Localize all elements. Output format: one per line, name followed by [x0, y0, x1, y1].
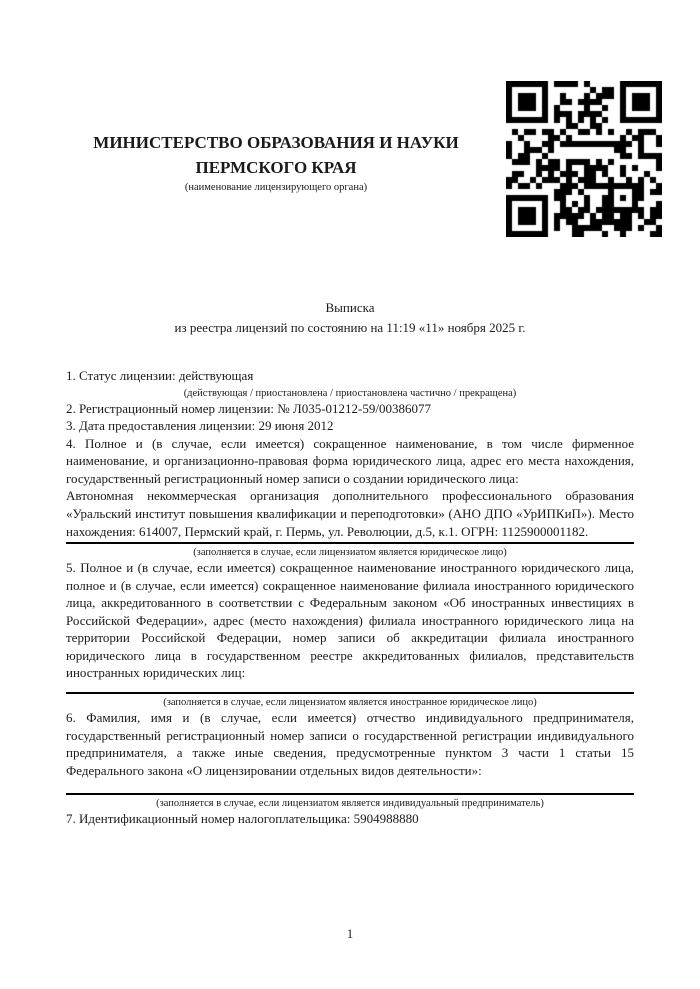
document-title-line2: из реестра лицензий по состоянию на 11:19 «11» ноября 2025 г. [174, 319, 526, 335]
section-4-answer: Автономная некоммерческая организация дополнительного профессионального образования «Уральский институт повышения квалификации и переподготовки» (АНО ДПО «УрИПКиП»). Место нахождения: 614007, Пермский край, г. Пермь, ул. Революции, д.5, к.1. ОГРН: 1125900001182. [66, 488, 634, 539]
section-6-caption: (заполняется в случае, если лицензиатом является индивидуальный предприниматель) [156, 798, 544, 810]
section-5-fill-line [66, 692, 634, 694]
section-1-license-status: 1. Статус лицензии: действующая [66, 368, 254, 383]
section-3-license-date: 3. Дата предоставления лицензии: 29 июня 2012 [66, 418, 334, 434]
licensing-authority-header [64, 131, 488, 195]
section-4-fill-line [66, 542, 634, 544]
section-2-registration-number: 2. Регистрационный номер лицензии: № Л035-01212-59/00386077 [66, 400, 432, 416]
ministry-name-line2: ПЕРМСКОГО КРАЯ [195, 157, 357, 177]
section-4-caption: (заполняется в случае, если лицензиатом является юридическое лицо) [193, 547, 507, 559]
qr-code-icon [506, 81, 662, 237]
page-number: 1 [346, 927, 354, 941]
document-body [66, 367, 634, 828]
document-title [66, 298, 634, 337]
ministry-name-line1: МИНИСТЕРСТВО ОБРАЗОВАНИЯ И НАУКИ [93, 133, 459, 152]
section-6-question: 6. Фамилия, имя и (в случае, если имеется) отчество индивидуального предпринимателя, государственный регистрационный номер записи о государственной регистрации индивидуального предпринимателя, а также иные сведения, предусмотренные пунктом 3 части 1 статьи 15 Федерального закона «О лицензировании отдельных видов деятельности»: [66, 710, 634, 778]
authority-caption: (наименование лицензирующего органа) [184, 182, 368, 194]
document-title-line1: Выписка [325, 300, 375, 315]
section-5-question: 5. Полное и (в случае, если имеется) сокращенное наименование иностранного юридического лица, полное и (в случае, если имеется) сокращенное наименование филиала иностранного юридического лица, аккредитованного в соответствии с Федеральным законом «Об иностранных инвестициях в Российской Федерации», адрес (место нахождения) филиала иностранного юридического лица на территории Российской Федерации, номер записи об аккредитации филиала иностранного юридического лица в государственном реестре аккредитованных филиалов, представительств иностранных юридических лиц: [66, 560, 634, 681]
section-1-caption: (действующая / приостановлена / приостановлена частично / прекращена) [183, 387, 517, 399]
section-4-question: 4. Полное и (в случае, если имеется) сокращенное наименование, в том числе фирменное наименование, и организационно-правовая форма юридического лица, адрес его места нахождения, государственный регистрационный номер записи о создании юридического лица: [66, 435, 634, 486]
section-5-caption: (заполняется в случае, если лицензиатом является иностранное юридическое лицо) [163, 697, 537, 708]
section-7-taxpayer-number: 7. Идентификационный номер налогоплательщика: 5904988880 [66, 811, 419, 827]
section-6-fill-line [66, 793, 634, 795]
